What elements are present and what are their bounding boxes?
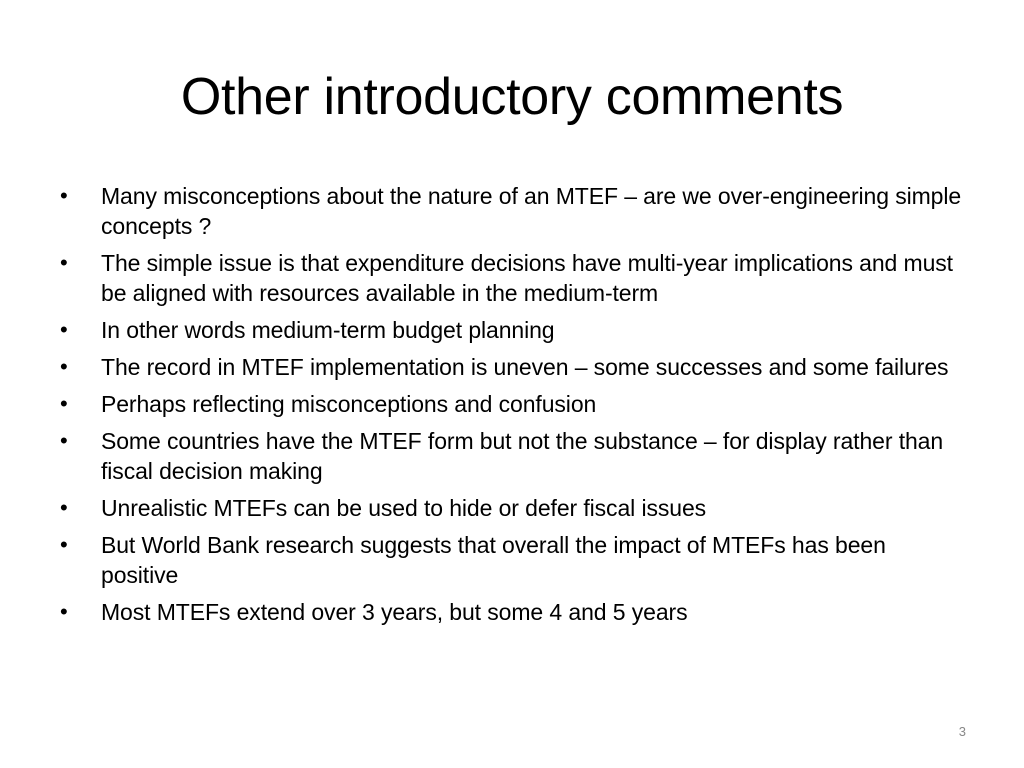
bullet-text: The simple issue is that expenditure decisions have multi-year implications and must be aligned with resources available in the medium-term: [101, 250, 953, 306]
bullet-icon: •: [60, 532, 68, 557]
bullet-item: [60, 493, 965, 523]
bullet-item: [60, 352, 965, 382]
bullet-icon: •: [60, 599, 68, 624]
bullet-item: [60, 181, 965, 241]
bullet-text: But World Bank research suggests that overall the impact of MTEFs has been positive: [101, 532, 886, 588]
bullet-icon: •: [60, 495, 68, 520]
bullet-item: [60, 426, 965, 486]
bullet-item: [60, 530, 965, 590]
bullet-text: The record in MTEF implementation is uneven – some successes and some failures: [101, 354, 949, 380]
bullet-text: In other words medium-term budget planning: [101, 317, 555, 343]
bullet-item: [60, 248, 965, 308]
bullet-icon: •: [60, 354, 68, 379]
bullet-icon: •: [60, 317, 68, 342]
bullet-text: Some countries have the MTEF form but not the substance – for display rather than fiscal decision making: [101, 428, 944, 484]
slide-title: Other introductory comments: [180, 68, 844, 126]
bullet-icon: •: [60, 183, 68, 208]
bullet-text: Perhaps reflecting misconceptions and confusion: [101, 391, 597, 417]
bullet-icon: •: [60, 428, 68, 453]
bullet-text: Many misconceptions about the nature of an MTEF – are we over-engineering simple concepts ?: [101, 183, 962, 239]
bullet-item: [60, 597, 965, 627]
bullet-icon: •: [60, 391, 68, 416]
page-number: 3: [958, 724, 966, 739]
bullet-text: Most MTEFs extend over 3 years, but some 4 and 5 years: [101, 599, 688, 625]
bullet-list: [60, 181, 965, 634]
bullet-text: Unrealistic MTEFs can be used to hide or defer fiscal issues: [101, 495, 707, 521]
bullet-item: [60, 315, 965, 345]
bullet-icon: •: [60, 250, 68, 275]
bullet-item: [60, 389, 965, 419]
